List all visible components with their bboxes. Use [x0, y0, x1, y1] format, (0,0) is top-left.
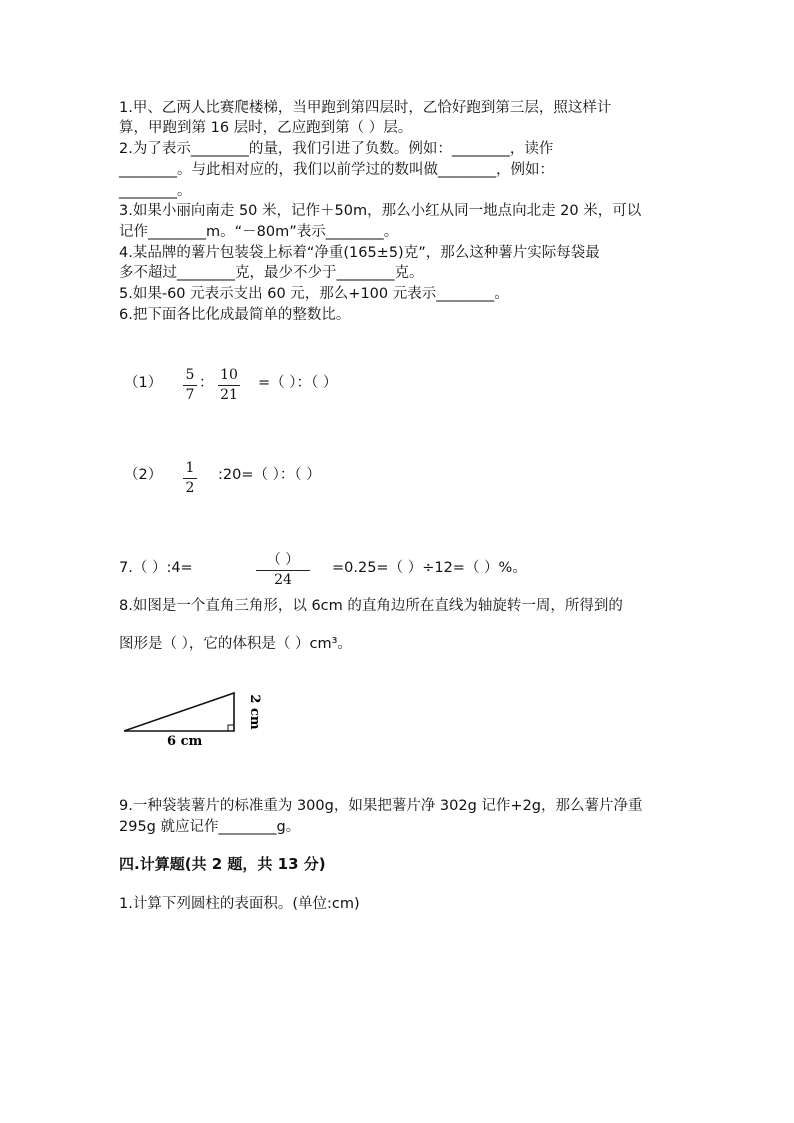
question-4-line-2: 多不超过________克，最少不少于________克。 — [119, 265, 424, 281]
question-5: 5.如果-60 元表示支出 60 元，那么+100 元表示________。 — [119, 286, 509, 302]
question-1-line-2: 算，甲跑到第 16 层时，乙应跑到第（ ）层。 — [119, 120, 413, 136]
fraction-denominator: 2 — [185, 480, 195, 496]
section-4-question-1: 1.计算下列圆柱的表面积。(单位:cm) — [119, 896, 360, 912]
ratio-1-fraction-b — [218, 367, 240, 404]
right-triangle-figure — [118, 686, 262, 750]
fraction-numerator: （ ） — [266, 552, 300, 568]
section-4-heading: 四.计算题(共 2 题，共 13 分) — [119, 855, 326, 873]
fraction-bar — [256, 570, 310, 571]
fraction-bar — [183, 385, 197, 386]
question-8-line-1: 8.如图是一个直角三角形，以 6cm 的直角边所在直线为轴旋转一周，所得到的 — [119, 598, 623, 614]
fraction-numerator: 1 — [185, 460, 195, 476]
ratio-1-label: （1） — [124, 375, 163, 391]
question-1-line-1: 1.甲、乙两人比赛爬楼梯，当甲跑到第四层时，乙恰好跑到第三层，照这样计 — [119, 100, 612, 116]
fraction-denominator: 21 — [220, 387, 238, 403]
ratio-1-answer: =（ ）：（ ） — [258, 375, 338, 391]
question-3-line-1: 3.如果小丽向南走 50 米，记作＋50m，那么小红从同一地点向北走 20 米，可以 — [119, 203, 642, 219]
fraction-numerator: 5 — [185, 367, 195, 383]
question-9-line-2: 295g 就应记作________g。 — [119, 819, 301, 835]
fraction-bar — [183, 478, 197, 479]
triangle-height-label: 2 cm — [247, 694, 262, 730]
question-8-line-2: 图形是（ ），它的体积是（ ）cm³。 — [119, 636, 352, 652]
question-4-line-1: 4.某品牌的薯片包装袋上标着“净重(165±5)克”，那么这种薯片实际每袋最 — [119, 245, 600, 261]
question-7-right: =0.25=（ ）÷12=（ ）%。 — [332, 560, 527, 576]
ratio-1-fraction-a — [183, 367, 197, 404]
question-6: 6.把下面各比化成最简单的整数比。 — [119, 307, 351, 323]
question-7-left: 7.（ ）:4= — [119, 560, 193, 576]
triangle-base-label: 6 cm — [167, 734, 203, 749]
fraction-denominator: 7 — [185, 387, 195, 403]
question-2-line-1: 2.为了表示________的量，我们引进了负数。例如：________，读作 — [119, 141, 554, 157]
question-3-line-2: 记作________m。“－80m”表示________。 — [119, 224, 399, 240]
question-9-line-1: 9.一种袋装薯片的标准重为 300g，如果把薯片净 302g 记作+2g，那么薯片净重 — [119, 798, 643, 814]
question-2-line-2: ________。与此相对应的，我们以前学过的数叫做________，例如： — [119, 162, 554, 178]
fraction-numerator: 10 — [220, 367, 238, 383]
fraction-bar — [218, 385, 240, 386]
ratio-2-answer: :20=（ ）：（ ） — [218, 467, 321, 483]
question-2-line-3: ________。 — [119, 183, 192, 199]
right-angle-marker — [228, 725, 234, 731]
ratio-1-colon: ： — [199, 375, 214, 391]
question-7-fraction — [256, 552, 310, 589]
ratio-2-label: （2） — [124, 467, 163, 483]
ratio-2-fraction — [183, 460, 197, 497]
fraction-denominator: 24 — [274, 572, 292, 588]
triangle-shape — [124, 693, 234, 731]
